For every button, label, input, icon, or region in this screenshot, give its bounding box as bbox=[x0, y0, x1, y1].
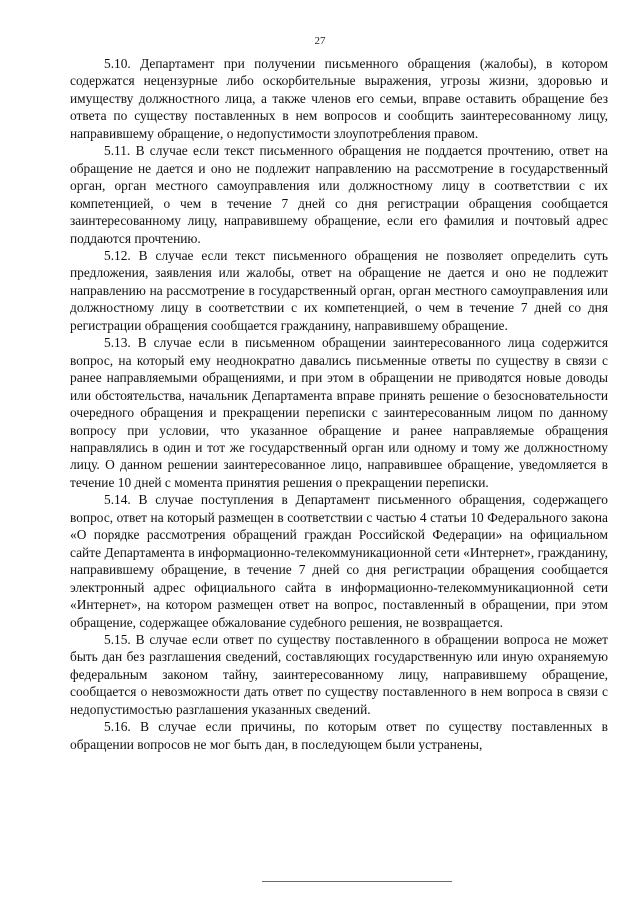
document-body bbox=[70, 55, 608, 753]
paragraph-5-13: 5.13. В случае если в письменном обращении заинтересованного лица содержится вопрос, на который ему неоднократно давались письменные ответы по существу в связи с ранее направляемыми обращениями, и при этом в обращении не приводятся новые доводы или обстоятельства, начальник Департамента вправе принять решение о безосновательности очередного обращения и прекращении переписки с заинтересованным лицом по данному вопросу при условии, что указанное обращение и ранее направляемые обращения направлялись в один и тот же государственный орган или одному и тому же должностному лицу. О данном решении заинтересованное лицо, направившее обращение, уведомляется в течение 10 дней с момента принятия решения о прекращении переписки. bbox=[70, 335, 608, 490]
paragraph-5-11: 5.11. В случае если текст письменного обращения не поддается прочтению, ответ на обращение не дается и оно не подлежит направлению на рассмотрение в государственный орган, орган местного самоуправления или должностному лицу в соответствии с их компетенцией, о чем в течение 7 дней со дня регистрации обращения сообщается заинтересованному лицу, направившему обращение, если его фамилия и почтовый адрес поддаются прочтению. bbox=[70, 143, 608, 246]
paragraph-5-12: 5.12. В случае если текст письменного обращения не позволяет определить суть предложения, заявления или жалобы, ответ на обращение не дается и оно не подлежит направлению на рассмотрение в государственный орган, орган местного самоуправления или должностному лицу в соответствии с их компетенцией, о чем в течение 7 дней со дня регистрации обращения сообщается гражданину, направившему обращение. bbox=[70, 247, 608, 333]
paragraph-5-14: 5.14. В случае поступления в Департамент письменного обращения, содержащего вопрос, ответ на который размещен в соответствии с частью 4 статьи 10 Федерального закона «О порядке рассмотрения обращений граждан Российской Федерации» на официальном сайте Департамента в информационно-телекоммуникационной сети «Интернет», гражданину, направившему обращение, в течение 7 дней со дня регистрации обращения сообщается электронный адрес официального сайта в информационно-телекоммуникационной сети «Интернет», на котором размещен ответ на вопрос, поставленный в обращении, при этом обращение, содержащее обжалование судебного решения, не возвращается. bbox=[70, 492, 608, 630]
paragraph-5-10: 5.10. Департамент при получении письменного обращения (жалобы), в котором содержатся нецензурные либо оскорбительные выражения, угрозы жизни, здоровью и имуществу должностного лица, а также членов его семьи, вправе оставить обращение без ответа по существу поставленных в нем вопросов и сообщить заинтересованному лицу, направившему обращение, о недопустимости злоупотребления правом. bbox=[70, 56, 608, 141]
footer-divider bbox=[262, 881, 452, 882]
paragraph-5-16: 5.16. В случае если причины, по которым ответ по существу поставленных в обращении вопросов не мог быть дан, в последующем были устранены, bbox=[70, 719, 608, 752]
paragraph-5-15: 5.15. В случае если ответ по существу поставленного в обращении вопроса не может быть дан без разглашения сведений, составляющих государственную или иную охраняемую федеральным законом тайну, заинтересованному лицу, направившему обращение, сообщается о невозможности дать ответ по существу поставленного в нем вопроса в связи с недопустимостью разглашения указанных сведений. bbox=[70, 631, 608, 717]
page-number: 27 bbox=[314, 35, 326, 47]
